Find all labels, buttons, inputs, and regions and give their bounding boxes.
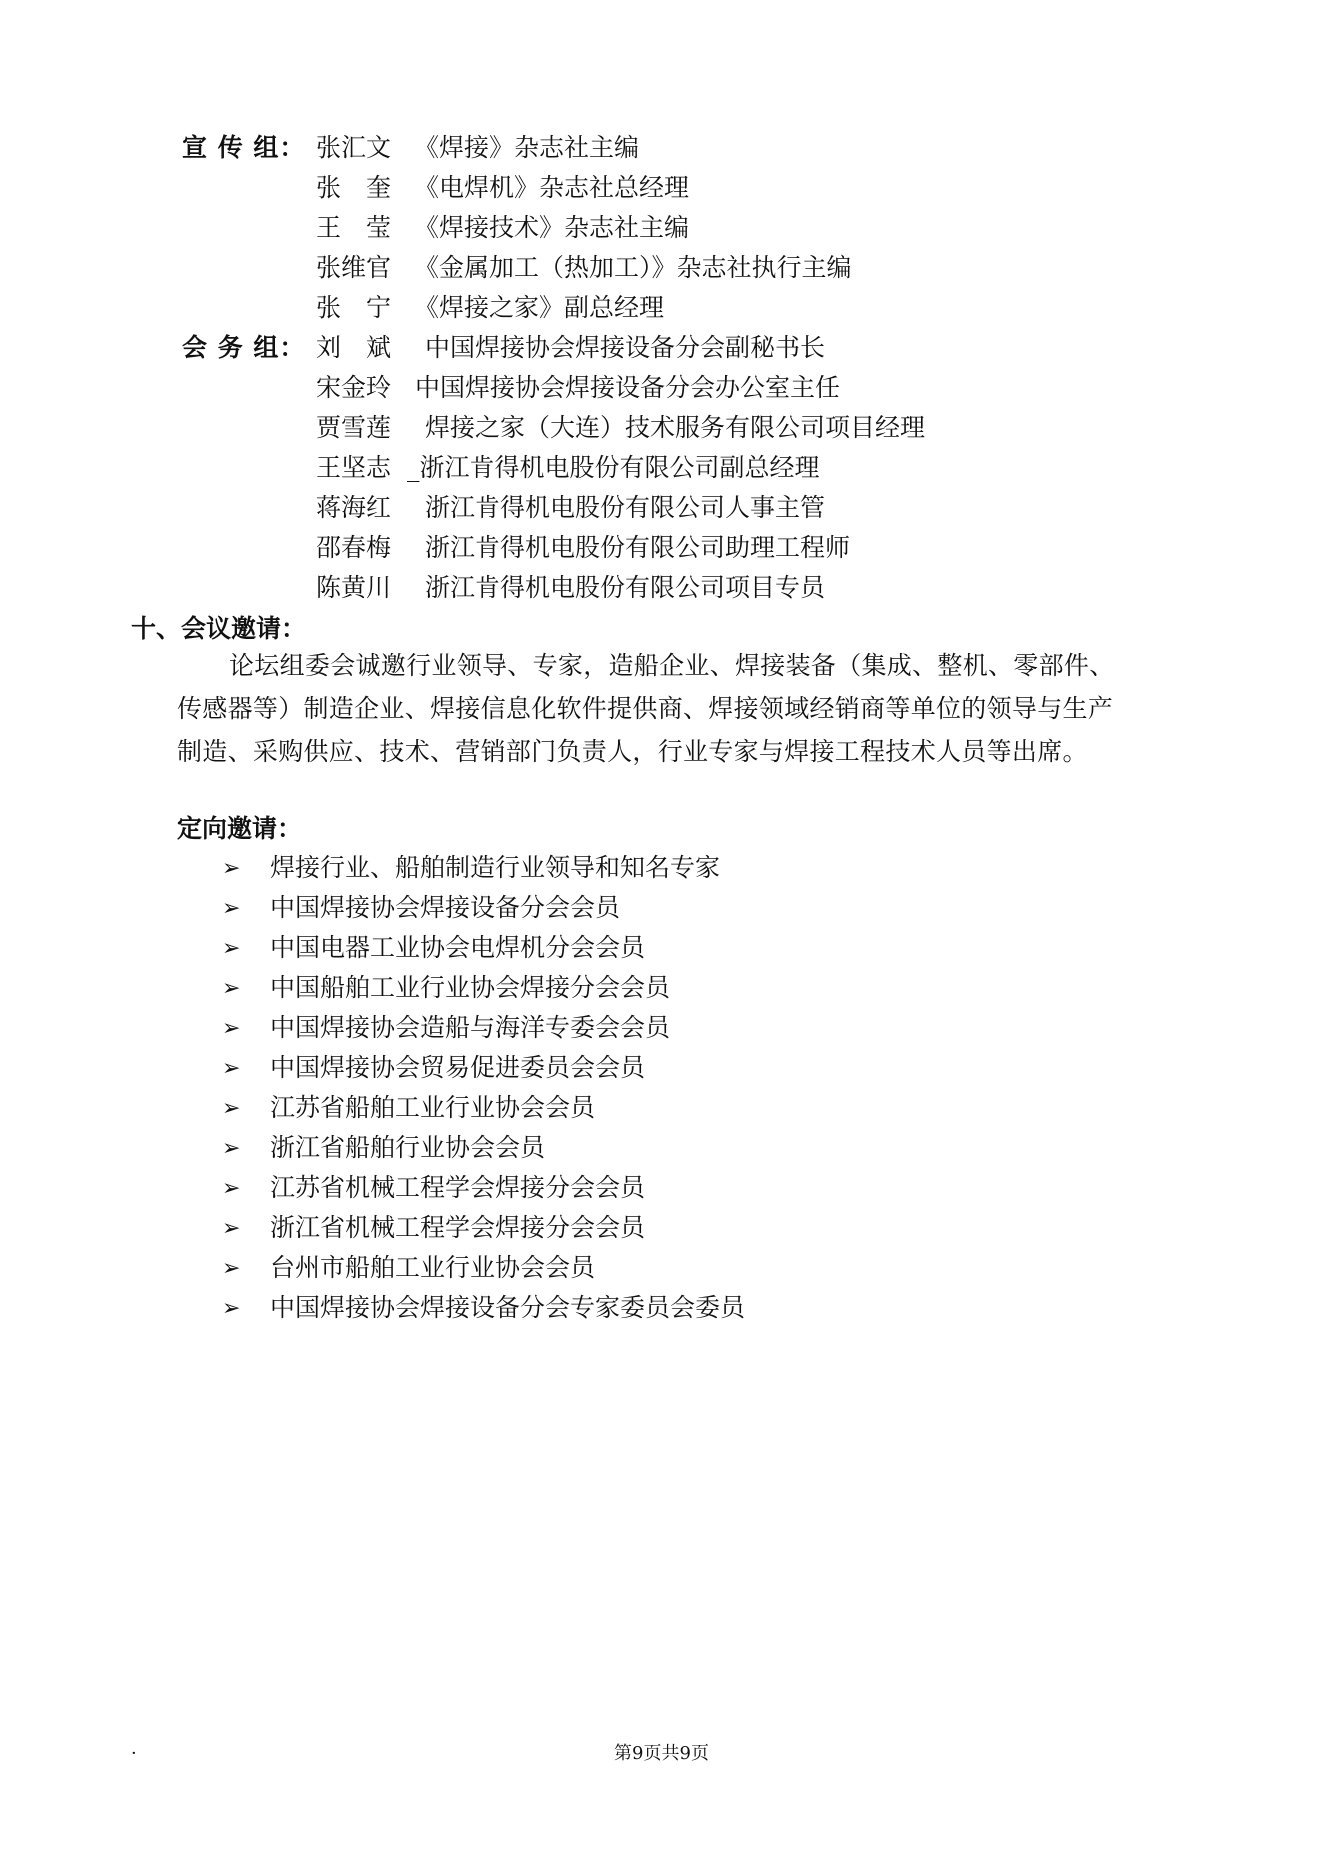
affairs-name-5: 蒋海红 [316,493,392,522]
arrow-bullet-icon: ➢ [222,1056,241,1081]
publicity-desc-2: 《电焊机》杂志社总经理 [414,173,690,202]
list-item-text: 江苏省船舶工业行业协会会员 [270,1093,596,1122]
publicity-label: 宣 传 组： [182,133,306,162]
arrow-bullet-icon: ➢ [222,856,241,881]
affairs-name-7: 陈黄川 [316,573,392,602]
invite-paragraph-line-3: 制造、采购供应、技术、营销部门负责人，行业专家与焊接工程技术人员等出席。 [177,737,1088,766]
publicity-desc-3: 《焊接技术》杂志社主编 [414,213,690,242]
affairs-desc-2: 中国焊接协会焊接设备分会办公室主任 [415,373,841,402]
affairs-name-3: 贾雪莲 [316,413,392,442]
affairs-desc-5: 浙江肯得机电股份有限公司人事主管 [425,493,826,522]
arrow-bullet-icon: ➢ [222,1136,241,1161]
list-item-text: 中国焊接协会贸易促进委员会会员 [270,1053,646,1082]
publicity-name-3: 王 莹 [316,213,392,242]
arrow-bullet-icon: ➢ [222,1176,241,1201]
publicity-desc-1: 《焊接》杂志社主编 [414,133,640,162]
affairs-name-4: 王坚志 [316,453,392,482]
publicity-desc-5: 《焊接之家》副总经理 [414,293,665,322]
publicity-desc-4: 《金属加工（热加工）》杂志社执行主编 [414,253,852,282]
affairs-name-1: 刘 斌 [316,333,392,362]
list-item-text: 焊接行业、船舶制造行业领导和知名专家 [270,853,721,882]
page-number-footer: 第9页共9页 [614,1743,709,1764]
affairs-name-6: 邵春梅 [316,533,392,562]
list-item-text: 中国焊接协会焊接设备分会专家委员会委员 [270,1293,746,1322]
list-item-text: 中国电器工业协会电焊机分会会员 [270,933,646,962]
arrow-bullet-icon: ➢ [222,1296,241,1321]
list-item-text: 台州市船舶工业行业协会会员 [270,1253,596,1282]
list-item-text: 中国焊接协会造船与海洋专委会会员 [270,1013,671,1042]
invite-paragraph-line-2: 传感器等）制造企业、焊接信息化软件提供商、焊接领域经销商等单位的领导与生产 [177,694,1114,723]
affairs-desc-6: 浙江肯得机电股份有限公司助理工程师 [425,533,851,562]
arrow-bullet-icon: ➢ [222,896,241,921]
arrow-bullet-icon: ➢ [222,976,241,1001]
affairs-label: 会 务 组： [182,333,306,362]
affairs-desc-3: 焊接之家（大连）技术服务有限公司项目经理 [425,413,926,442]
arrow-bullet-icon: ➢ [222,1096,241,1121]
arrow-bullet-icon: ➢ [222,1016,241,1041]
affairs-desc-4: _浙江肯得机电股份有限公司副总经理 [407,453,820,482]
footer-dot: · [131,1743,137,1764]
invite-paragraph-line-1: 论坛组委会诚邀行业领导、专家，造船企业、焊接装备（集成、整机、零部件、 [229,651,1115,680]
list-item-text: 江苏省机械工程学会焊接分会会员 [270,1173,646,1202]
arrow-bullet-icon: ➢ [222,1216,241,1241]
publicity-name-2: 张 奎 [316,173,392,202]
list-item-text: 浙江省船舶行业协会会员 [270,1133,546,1162]
publicity-name-1: 张汇文 [316,133,392,162]
affairs-desc-7: 浙江肯得机电股份有限公司项目专员 [425,573,826,602]
section-10-heading: 十、会议邀请： [131,614,307,643]
arrow-bullet-icon: ➢ [222,1256,241,1281]
list-item-text: 中国焊接协会焊接设备分会会员 [270,893,621,922]
publicity-name-4: 张维官 [316,253,392,282]
arrow-bullet-icon: ➢ [222,936,241,961]
list-item-text: 中国船舶工业行业协会焊接分会会员 [270,973,671,1002]
affairs-name-2: 宋金玲 [316,373,392,402]
list-item-text: 浙江省机械工程学会焊接分会会员 [270,1213,646,1242]
publicity-name-5: 张 宁 [316,293,392,322]
affairs-desc-1: 中国焊接协会焊接设备分会副秘书长 [425,333,826,362]
directed-invite-heading: 定向邀请： [177,814,303,843]
